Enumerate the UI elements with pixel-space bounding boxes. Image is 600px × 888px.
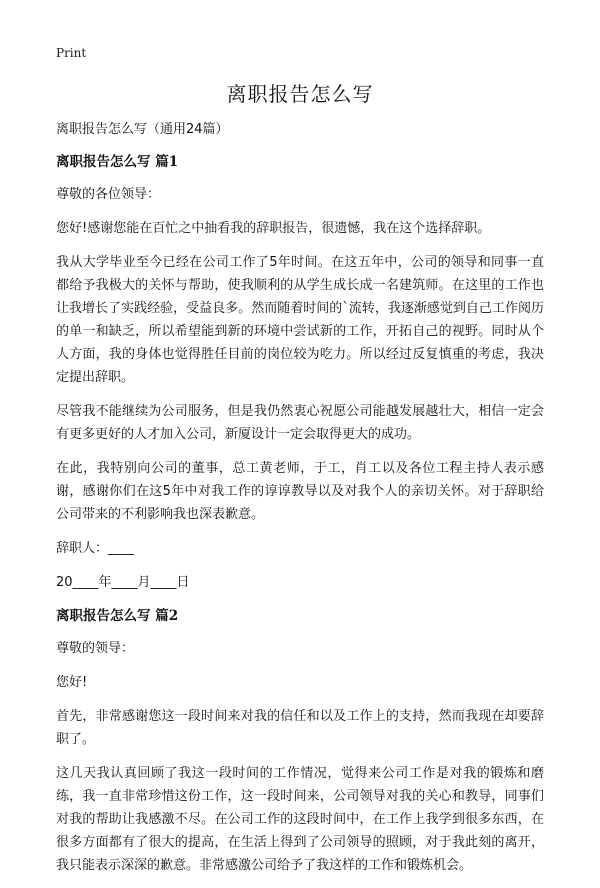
document-title: 离职报告怎么写 — [226, 82, 374, 106]
section-heading: 离职报告怎么写 篇2 — [56, 608, 179, 624]
document-subtitle: 离职报告怎么写（通用24篇） — [56, 122, 229, 137]
salutation: 尊敬的领导： — [56, 641, 135, 656]
greeting: 您好! — [56, 675, 88, 690]
document-body — [56, 118, 544, 888]
section-heading: 离职报告怎么写 篇1 — [56, 154, 179, 170]
paragraph: 首先，非常感谢您这一段时间来对我的信任和以及工作上的支持，然而我现在却要辞职了。 — [56, 709, 544, 747]
paragraph: 尽管我不能继续为公司服务，但是我仍然衷心祝愿公司能越发展越壮大，相信一定会有更多更好的人才加入公司，新厦设计一定会取得更大的成功。 — [56, 404, 544, 442]
paragraph: 这几天我认真回顾了我这一段时间的工作情况，觉得来公司工作是对我的锻炼和磨练，我一直非常珍惜这份工作，这一段时间来，公司领导对我的关心和教导，同事们对我的帮助让我感激不尽。在公司工作的这段时间中，在工作上我学到很多东西，在很多方面都有了很大的提高，在生活上得到了公司领导的照顾，对于我此刻的离开，我只能表示深深的歉意。非常感激公司给予了我这样的工作和锻炼机会。 — [56, 766, 544, 873]
print-link[interactable]: Print — [56, 46, 87, 60]
date-line: 20____年____月____日 — [56, 575, 190, 590]
salutation: 尊敬的各位领导： — [56, 187, 161, 202]
paragraph: 在此，我特别向公司的董事，总工黄老师，于工，肖工以及各位工程主持人表示感谢，感谢你们在这5年中对我工作的谆谆教导以及对我个人的亲切关怀。对于辞职给公司带来的不利影响我也深表歉意。 — [56, 461, 544, 522]
section-1 — [56, 151, 544, 594]
signature-line: 辞职人：____ — [56, 541, 135, 556]
paragraph: 我从大学毕业至今已经在公司工作了5年时间。在这五年中，公司的领导和同事一直都给予我极大的关怀与帮助，使我顺利的从学生成长成一名建筑师。在这里的工作也让我增长了实践经验，受益良多。然而随着时间的`流转，我逐渐感觉到自己工作阅历的单一和缺乏，所以希望能到新的环境中尝试新的工作，开拓自己的视野。同时从个人方面，我的身体也觉得胜任目前的岗位较为吃力。所以经过反复慎重的考虑，我决定提出辞职。 — [56, 255, 544, 385]
paragraph: 您好!感谢您能在百忙之中抽看我的辞职报告，很遗憾，我在这个选择辞职。 — [56, 221, 491, 236]
section-2 — [56, 605, 544, 877]
